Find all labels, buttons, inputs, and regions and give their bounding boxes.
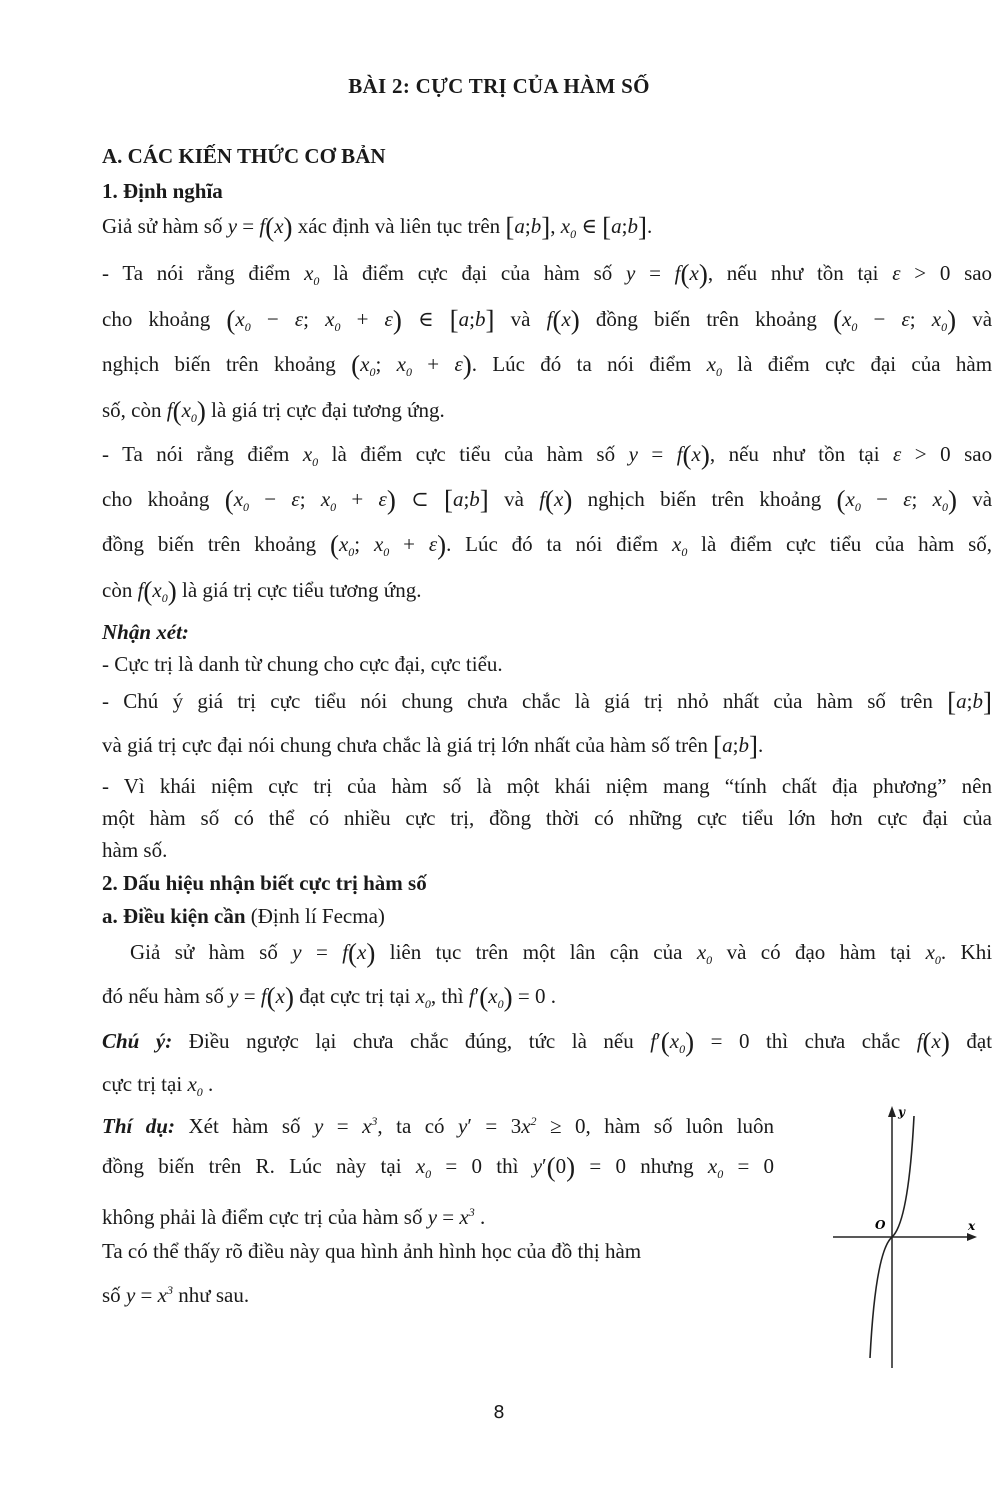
remark-3-line-2: một hàm số có thể có nhiều cực trị, đồng thời có những cực tiểu lớn hơn cực đại của <box>102 806 992 830</box>
max-definition-line-4: số, còn $f(x_0)$ là giá trị cực đại tương ứng. <box>102 396 445 426</box>
remark-3-line-3: hàm số. <box>102 838 168 862</box>
example-line-2: đồng biến trên R. Lúc này tại $x_0 = 0$ thì y′(0) = 0 nhưng $x_0 = 0$ <box>102 1152 775 1182</box>
min-definition-line-3: đồng biến trên khoảng ($x_0$; $x_0 + \varepsilon$). Lúc đó ta nói điểm $x_0$ là điểm cực tiểu của hàm số, <box>102 530 993 560</box>
min-definition-line-4: còn $f(x_0)$ là giá trị cực tiểu tương ứng. <box>102 576 422 606</box>
max-definition-line-2: cho khoảng ($x_0 - \varepsilon$; $x_0 + \varepsilon$) ∈ [a;b] và f(x) đồng biến trên khoảng ($x_0 - \varepsilon$; $x_0$) và <box>102 305 993 335</box>
page-title: BÀI 2: CỰC TRỊ CỦA HÀM SỐ <box>348 74 650 98</box>
example-line-1: Thí dụ: Xét hàm số $y = x^3$, ta có $y' = 3x^2 \ge 0$, hàm số luôn luôn <box>102 1114 775 1138</box>
example-line-3: không phải là điểm cực trị của hàm số $y = x^3$ . <box>102 1205 486 1229</box>
x-axis-arrow <box>967 1233 977 1241</box>
remark-2-line-1: - Chú ý giá trị cực tiểu nói chung chưa chắc là giá trị nhỏ nhất của hàm số trên [a;b] <box>102 687 992 717</box>
example-line-4: Ta có thể thấy rõ điều này qua hình ảnh hình học của đồ thị hàm <box>102 1239 642 1263</box>
section-heading-a: A. CÁC KIẾN THỨC CƠ BẢN <box>102 144 386 168</box>
subheading-signs: 2. Dấu hiệu nhận biết cực trị hàm số <box>102 871 427 895</box>
subheading-definition: 1. Định nghĩa <box>102 179 223 203</box>
remark-3-line-1: - Vì khái niệm cực trị của hàm số là một khái niệm mang “tính chất địa phương” nên <box>102 774 992 798</box>
remark-2-line-2: và giá trị cực đại nói chung chưa chắc là giá trị lớn nhất của hàm số trên [a;b]. <box>102 731 764 761</box>
note-line-2: cực trị tại $x_0$ . <box>102 1072 214 1100</box>
necessary-line-2: đó nếu hàm số y = f(x) đạt cực trị tại $x_0$, thì $f'(x_0) = 0$ . <box>102 982 556 1012</box>
min-definition-line-2: cho khoảng ($x_0 - \varepsilon$; $x_0 + \varepsilon$) ⊂ [a;b] và f(x) nghịch biến trên khoảng ($x_0 - \varepsilon$; $x_0$) và <box>102 485 993 515</box>
subheading-necessary-condition: a. Điều kiện cần (Định lí Fecma) <box>102 904 385 928</box>
max-definition-line-1: - Ta nói rằng điểm $x_0$ là điểm cực đại của hàm số y = f(x), nếu như tồn tại ε > 0 sao <box>102 259 993 289</box>
example-line-5: số $y = x^3$ như sau. <box>102 1283 250 1307</box>
cubic-graph <box>830 1100 980 1370</box>
necessary-line-1: Giả sử hàm số y = f(x) liên tục trên một lân cận của $x_0$ và có đạo hàm tại $x_0$. Khi <box>130 938 993 968</box>
definition-intro: Giả sử hàm số y = f(x) xác định và liên tục trên [a;b], $x_0$ ∈ [a;b]. <box>102 212 653 242</box>
min-definition-line-1: - Ta nói rằng điểm $x_0$ là điểm cực tiểu của hàm số y = f(x), nếu như tồn tại ε > 0 sao <box>102 440 993 470</box>
remark-1: - Cực trị là danh từ chung cho cực đại, cực tiểu. <box>102 652 503 676</box>
page-number: 8 <box>493 1402 505 1423</box>
note-line-1: Chú ý: Điều ngược lại chưa chắc đúng, tức là nếu $f'(x_0) = 0$ thì chưa chắc f(x) đạt <box>102 1027 993 1057</box>
x-axis-label: x <box>968 1219 976 1233</box>
remark-title: Nhận xét: <box>102 620 189 644</box>
max-definition-line-3: nghịch biến trên khoảng ($x_0$; $x_0 + \varepsilon$). Lúc đó ta nói điểm $x_0$ là điểm cực đại của hàm <box>102 350 993 380</box>
origin-label: O <box>875 1218 886 1232</box>
y-axis-label: y <box>898 1105 905 1119</box>
y-axis-arrow <box>888 1106 896 1117</box>
